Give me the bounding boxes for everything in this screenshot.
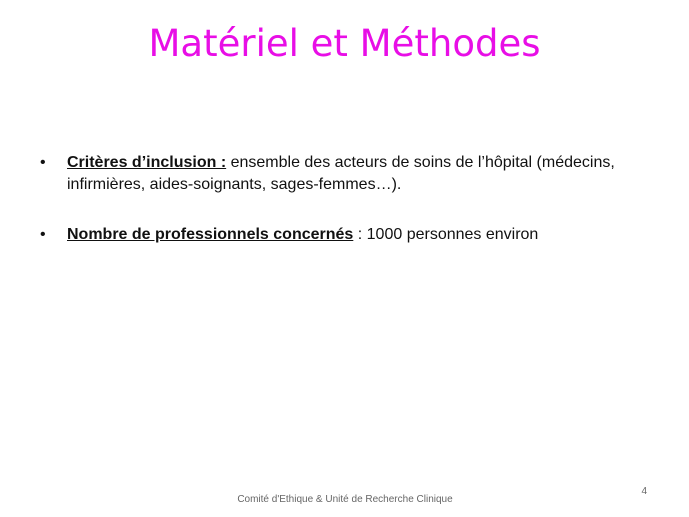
- bullet-text: : 1000 personnes environ: [353, 226, 539, 243]
- page-number: 4: [641, 486, 647, 497]
- bullet-item-inclusion: [40, 152, 660, 196]
- bullet-text: ensemble des acteurs de soins de l’hôpital (médecins, infirmières, aides-soignants, sages-femmes…).: [67, 154, 615, 193]
- bullet-icon: •: [40, 226, 46, 243]
- bullet-icon: •: [40, 154, 46, 171]
- bullet-item-count: [40, 224, 660, 246]
- bullet-lead: Critères d’inclusion :: [67, 154, 227, 171]
- bullet-list: [40, 152, 660, 274]
- bullet-lead: Nombre de professionnels concernés: [67, 226, 354, 243]
- slide-footer: Comité d'Ethique & Unité de Recherche Clinique: [237, 494, 453, 505]
- slide-title: Matériel et Méthodes: [148, 22, 541, 65]
